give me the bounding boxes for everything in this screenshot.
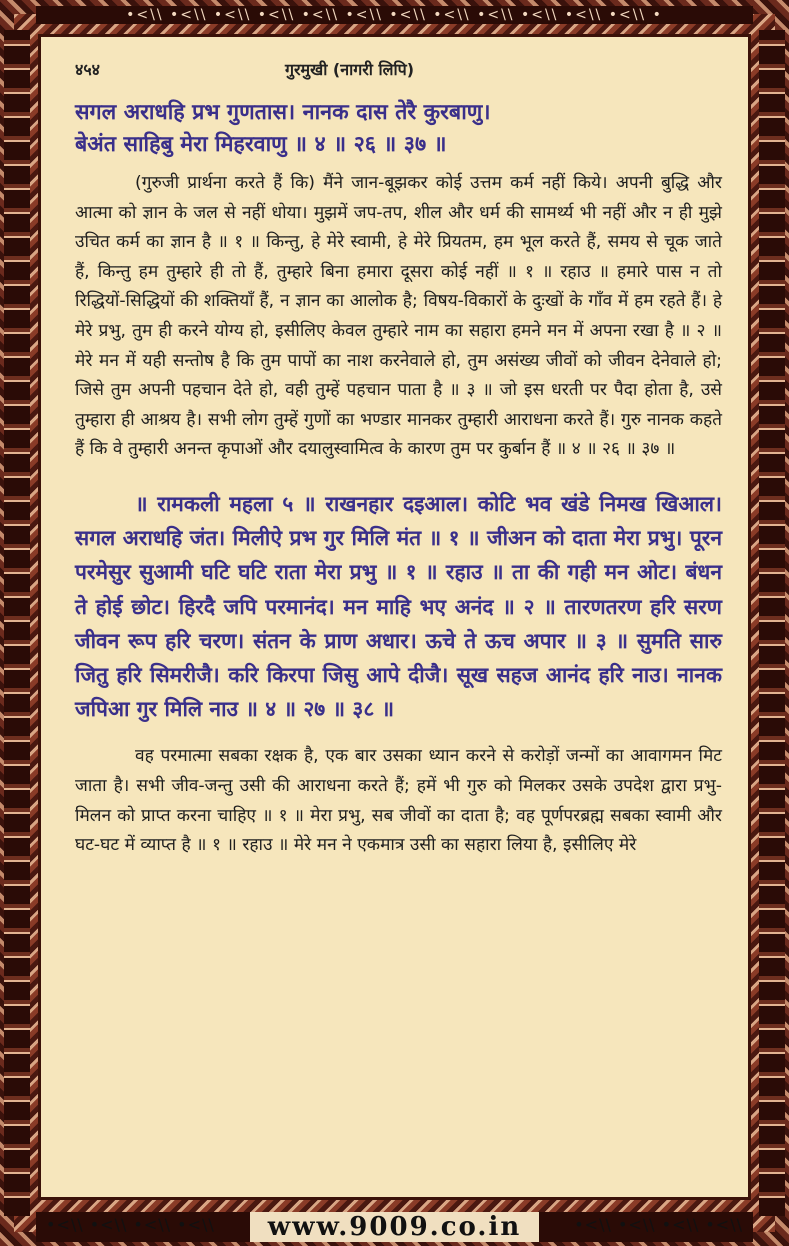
footer-band [36, 1212, 753, 1242]
verse-paragraph: ॥ रामकली महला ५ ॥ राखनहार दइआल। कोटि भव खंडे निमख खिआल। सगल अराधहि जंत। मिलीऐ प्रभ गुर मिलि मंत ॥ १ ॥ जीअन को दाता मेरा प्रभु। पूरन परमेसुर सुआमी घटि घटि राता मेरा प्रभु ॥ १ ॥ रहाउ ॥ ता की गही मन ओट। बंधन ते होई छोट। हिरदै जपि परमानंद। मन माहि भए अनंद ॥ २ ॥ तारणतरण हरि सरण जीवन रूप हरि चरण। संतन के प्राण अधार। ऊचे ते ऊच अपार ॥ ३ ॥ सुमति सारु जितु हरि सिमरीजै। करि किरपा जिसु आपे दीजै। सूख सहज आनंद हरि नाउ। नानक जपिआ गुर मिलि नाउ ॥ ४ ॥ २७ ॥ ३८ ॥ [75, 491, 722, 722]
page-paper [38, 34, 751, 1200]
commentary-paragraph: वह परमात्मा सबका रक्षक है, एक बार उसका ध्यान करने से करोड़ों जन्मों का आवागमन मिट जाता है। सभी जीव-जन्तु उसी की आराधना करते हैं; हमें भी गुरु को मिलकर उसके उपदेश द्वारा प्रभु-मिलन को प्राप्त करना चाहिए ॥ १ ॥ मेरा प्रभु, सब जीवों का दाता है; वह पूर्णपरब्रह्म सबका स्वामी और घट-घट में व्याप्त है ॥ १ ॥ रहाउ ॥ मेरे मन ने एकमात्र उसी का सहारा लिया है, इसीलिए मेरे [75, 746, 722, 856]
verse-line: बेअंत साहिबु मेरा मिहरवाणु ॥ ४ ॥ २६ ॥ ३७ ॥ [75, 132, 447, 157]
commentary-block-2 [75, 742, 722, 860]
website-link[interactable]: www.9009.co.in [250, 1212, 540, 1242]
top-ornament: •<\\ •<\\ •<\\ •<\\ •<\\ •<\\ •<\\ •<\\ •<\\ •<\\ •<\\ •<\\ • [36, 6, 753, 24]
commentary-paragraph: (गुरुजी प्रार्थना करते हैं कि) मैंने जान-बूझकर कोई उत्तम कर्म नहीं किये। अपनी बुद्धि और आत्मा को ज्ञान के जल से नहीं धोया। मुझमें जप-तप, शील और धर्म की सामर्थ्य भी नहीं और न ही मुझे उचित कर्म का ज्ञान है ॥ १ ॥ किन्तु, हे मेरे स्वामी, हे मेरे प्रियतम, हम भूल करते हैं, समय से चूक जाते हैं, किन्तु हम तुम्हारे ही तो हैं, तुम्हारे बिना हमारा दूसरा कोई नहीं ॥ १ ॥ रहाउ ॥ हमारे पास न तो रिद्धियों-सिद्धियों की शक्तियाँ हैं, न ज्ञान का आलोक है; विषय-विकारों के दुःखों के गाँव में हम रहते हैं। हे मेरे प्रभु, तुम ही करने योग्य हो, इसीलिए केवल तुम्हारे नाम का सहारा हमने मन में अपना रखा है ॥ २ ॥ मेरे मन में यही सन्तोष है कि तुम पापों का नाश करनेवाले हो, तुम असंख्य जीवों को जीवन देनेवाले हो; जिसे तुम अपनी पहचान देते हो, वही तुम्हें पहचान पाता है ॥ ३ ॥ जो इस धरती पर पैदा होता है, उसे तुम्हारा ही आश्रय है। सभी लोग तुम्हें गुणों का भण्डार मानकर तुम्हारी आराधना करते हैं। गुरु नानक कहते हैं कि वे तुम्हारी अनन्त कृपाओं और दयालुस्वामित्व के कारण तुम पर कुर्बान हैं ॥ ४ ॥ २६ ॥ ३७ ॥ [75, 173, 722, 460]
page-header [75, 55, 722, 83]
footer-ornament-left: •<\\ •<\\ •<\\ •<\\ [46, 1215, 215, 1234]
verse-line: सगल अराधहि प्रभ गुणतास। नानक दास तेरै कुरबाणु। [75, 100, 491, 125]
page-title: गुरमुखी (नागरी लिपि) [285, 60, 415, 79]
verse-block-1 [75, 97, 722, 161]
left-border-ornament [4, 30, 30, 1216]
footer-ornament-right: •<\\ •<\\ •<\\ •<\\ [574, 1215, 743, 1234]
verse-block-2 [75, 487, 722, 726]
page-number: ४५४ [75, 60, 100, 79]
right-border-ornament [759, 30, 785, 1216]
commentary-block-1 [75, 169, 722, 465]
